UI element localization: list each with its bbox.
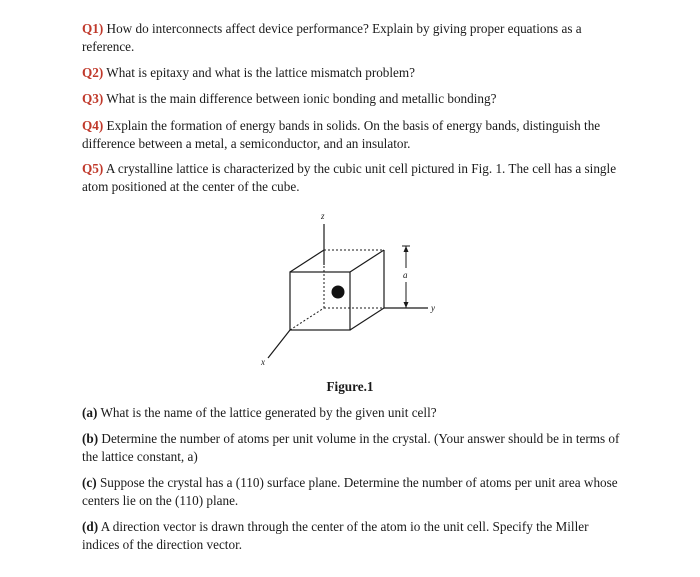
question-text: Explain the formation of energy bands in solids. On the basis of energy bands, distinguish the difference between a metal, a semiconductor, and an insulator. (82, 118, 601, 151)
dimension-arrow-down (404, 302, 409, 308)
subquestion-text: A direction vector is drawn through the center of the atom io the unit cell. Specify the Miller indices of the direction vector. (82, 519, 589, 552)
front-face (290, 272, 350, 330)
subquestion-label: (c) (82, 475, 97, 490)
top-left-connector (290, 250, 324, 272)
question-4 (82, 117, 627, 153)
back-depth-edge (290, 308, 324, 330)
question-2 (82, 64, 627, 82)
x-axis-line (268, 330, 290, 358)
question-text: What is epitaxy and what is the lattice mismatch problem? (103, 65, 416, 80)
figure-caption: Figure.1 (326, 379, 374, 394)
subquestion-d (82, 518, 627, 554)
question-number: Q3) (82, 91, 104, 106)
z-axis-label: z (321, 211, 325, 221)
subquestion-text: Suppose the crystal has a (110) surface plane. Determine the number of atoms per unit area whose centers lie on the (110) plane. (82, 475, 618, 508)
question-number: Q4) (82, 118, 104, 133)
question-text: A crystalline lattice is characterized by the cubic unit cell pictured in Fig. 1. The cell has a single atom positioned at the center of the cube. (82, 161, 617, 194)
top-right-connector (350, 250, 384, 272)
question-1 (82, 20, 627, 56)
question-3 (82, 90, 627, 108)
question-number: Q5) (82, 161, 104, 176)
subquestion-label: (d) (82, 519, 99, 534)
question-number: Q2) (82, 65, 104, 80)
x-axis-label: x (261, 357, 265, 367)
subquestion-b (82, 430, 627, 466)
question-text: What is the main difference between ionic bonding and metallic bonding? (103, 91, 497, 106)
question-text: How do interconnects affect device performance? Explain by giving proper equations as a reference. (82, 21, 582, 54)
subquestion-label: (b) (82, 431, 99, 446)
subquestion-text: What is the name of the lattice generated by the given unit cell? (97, 405, 437, 420)
lattice-constant-label: a (403, 270, 408, 280)
dimension-arrow-up (404, 246, 409, 252)
subquestion-c (82, 474, 627, 510)
subquestion-a (82, 404, 627, 422)
subquestion-text: Determine the number of atoms per unit volume in the crystal. (Your answer should be in terms of the lattice constant, a) (82, 431, 620, 464)
cube-diagram (250, 210, 450, 370)
question-5 (82, 160, 627, 196)
unit-cell-figure (250, 210, 450, 370)
question-number: Q1) (82, 21, 104, 36)
subquestion-label: (a) (82, 405, 98, 420)
y-axis-label: y (431, 303, 435, 313)
bottom-right-connector (350, 308, 384, 330)
center-atom (332, 286, 345, 299)
